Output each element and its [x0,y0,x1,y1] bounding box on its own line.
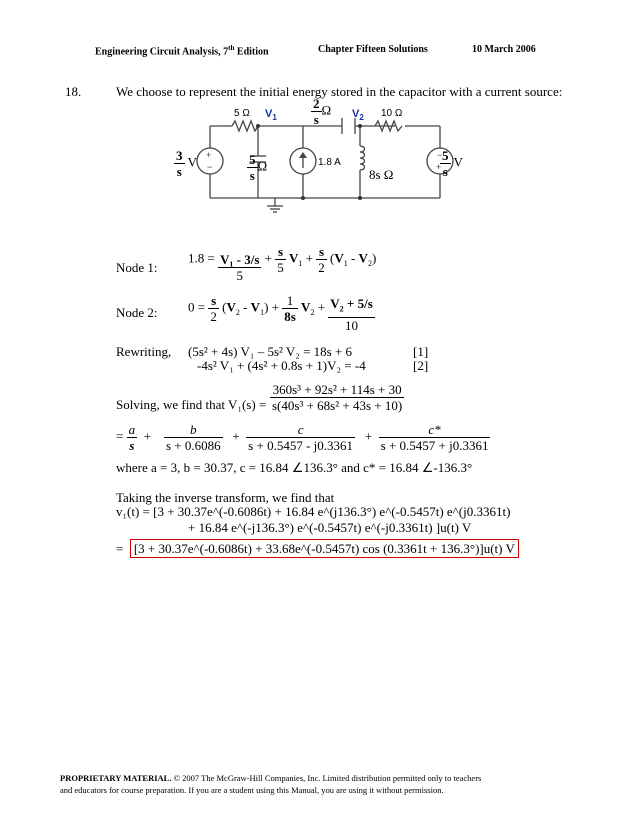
inductor-label: 8s Ω [369,167,394,182]
rewriting-label: Rewriting, [116,344,172,359]
right-source-label: $\frac{5}{s}$ V [442,148,463,179]
header-book: Engineering Circuit Analysis, 7th Edition [95,44,269,58]
constants: where a = 3, b = 30.37, c = 16.84 ∠136.3° and c* = 16.84 ∠-136.3° [116,460,473,475]
final-answer: = [3 + 30.37e^(-0.6086t) + 33.68e^(-0.5457t) cos (0.3361t + 136.3°)]u(t) V [116,541,519,557]
inverse-intro: Taking the inverse transform, we find that [116,490,335,505]
problem-number: 18. [65,84,82,99]
v2-label: $V_2$ [352,108,364,123]
eq2-tag: [2] [413,358,429,373]
inverse-line1: v₁(t) = [3 + 30.37e^(-0.6086t) + 16.84 e^(j136.3°) e^(-0.5457t) e^(j0.3361t) [116,504,511,519]
header-date: 10 March 2006 [472,44,536,55]
svg-text:+: + [436,162,442,172]
node1-label: Node 1: [116,260,158,275]
eq1-tag: [1] [413,344,429,359]
impedance-label: $\frac{5}{s}$ Ω [249,152,268,183]
svg-text:−: − [437,150,443,160]
v1-label: $V_1$ [265,108,277,123]
header-chapter: Chapter Fifteen Solutions [318,44,428,55]
cap-label: $\frac{2}{s}$ Ω [313,96,332,127]
inverse-line2: + 16.84 e^(-j136.3°) e^(-0.5457t) e^(-j0.3361t) ]u(t) V [188,520,472,535]
node1-equation: 1.8 = $\frac{\text{V₁ - 3/s}}{5}$ + $\frac{s}{5}$ $V_1$ + $\frac{s}{2}$ $(V_1 - V_2)$ [188,236,376,283]
svg-text:+: + [206,150,212,160]
node2-label: Node 2: [116,305,158,320]
partial-fractions: = $\frac{a}{s}$ + $\frac{b}{s + 0.6086}$ + $\frac{c}{s + 0.5457 - j0.3361}$ + $\frac{c*}{s + 0.5457 + j0.3361}$ [116,422,489,453]
solving-label: Solving, we find that V₁(s) = [116,397,267,412]
node2-equation: 0 = $\frac{s}{2}$ $(V_2 - V_1)$ + $\frac{1}{8s}$ $V_2$ + $\frac{V_2 + 5/s}{10}$ [188,284,375,333]
rewrite-eq1: (5s² + 4s) V₁ – 5s² V₂ = 18s + 6 [188,344,353,359]
footer-line1: PROPRIETARY MATERIAL. © 2007 The McGraw-Hill Companies, Inc. Limited distribution permitted only to teachers [60,773,482,783]
r1-label: 5 Ω [234,108,250,119]
rewrite-eq2: -4s² V₁ + (4s² + 0.8s + 1)V₂ = -4 [197,358,366,373]
solving-fraction: $\frac{\text{360s³ + 92s² + 114s + 30}}{\text{s(40s³ + 68s² + 43s + 10)}}$ [272,382,403,413]
footer-line2: and educators for course preparation. If you are a student using this Manual, you are using it without permission. [60,785,444,795]
svg-text:−: − [207,162,213,172]
current-source-label: 1.8 A [318,157,341,168]
r2-label: 10 Ω [381,108,403,119]
problem-intro: We choose to represent the initial energy stored in the capacitor with a current source: [116,84,563,99]
left-source-label: $\frac{3}{s}$ V [176,148,197,179]
